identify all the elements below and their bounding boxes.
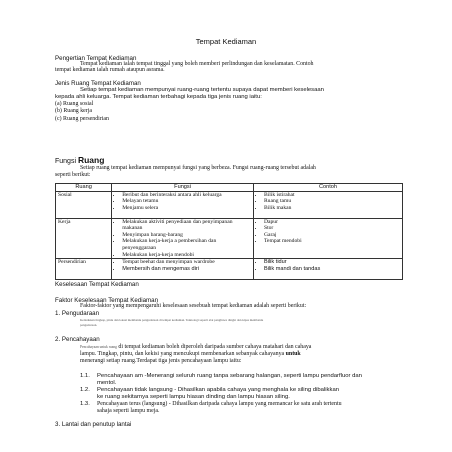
sub-1-2-cont: ke ruang sekitarnya seperti lampu hiasan dinding dan lampu hiasan siling. <box>97 394 290 400</box>
item-pencahayaan: 2. Pencahayaan <box>55 336 100 343</box>
list-item: • Melakukan kerja-kerja a pembersihan dan penyenggaraan <box>122 238 251 251</box>
jenis-item-c: (c) Ruang persendirian <box>55 116 109 122</box>
pencahayaan-line-1 <box>80 344 311 351</box>
pengertian-line-2: tempat kediaman ialah rumah ataupun asrama. <box>55 67 165 73</box>
sub-1-1-text: Pencahayaan am -Menerangi seluruh ruang tanpa sebarang halangan, seperti lampu pendarfluor dan <box>97 373 362 379</box>
list-item: • Bilik istirahat <box>264 192 400 199</box>
list-item: • Menyimpan barang-barang <box>122 232 251 239</box>
list-item: • Beribut dan berinteraksi antara ahli keluarga <box>122 192 251 199</box>
sub-1-3-num: 1.3. <box>80 401 90 407</box>
contoh-cell <box>253 218 402 259</box>
heading-ruang-part: Ruang <box>77 155 105 165</box>
row-name: Persendirian <box>56 259 112 280</box>
contoh-cell <box>253 191 402 218</box>
jenis-line-2: kepada ahli keluarga. Tempat kediaman terbahagi kepada tiga jenis ruang iaitu: <box>55 94 262 100</box>
heading-jenis-ruang: Jenis Ruang Tempat Kediaman <box>55 80 141 87</box>
pencahayaan-line-2-text: lampu. Tingkap, pintu, dan kekisi yang mencukupi membenarkan sebanyak cahayanya <box>80 351 286 357</box>
sub-1-2-num: 1.2. <box>80 387 90 393</box>
list-item: • Bilik tidur <box>264 259 400 266</box>
header-contoh: Contoh <box>253 184 402 192</box>
sub-1-3-text: Pencahayaan terus (langsung) - Dihasilkan daripada cahaya lampu yang memancar ke satu arah tertentu <box>97 401 342 407</box>
table-row <box>56 218 403 259</box>
pencahayaan-small-lead: Pencahayaan untuk ruang <box>80 345 117 349</box>
jenis-item-a: (a) Ruang sosial <box>55 101 94 107</box>
fungsi-line-2: seperti berikut: <box>55 172 91 178</box>
pencahayaan-untuk: untuk <box>285 351 301 357</box>
list-item: • Tempat mendobi <box>264 238 400 245</box>
table-row <box>56 191 403 218</box>
pencahayaan-line-2 <box>80 351 301 358</box>
page-title: Tempat Kediaman <box>195 37 257 46</box>
list-item: • Melakukan kerja-kerja mendobi <box>122 252 251 259</box>
row-name: Sosial <box>56 191 112 218</box>
sub-1-2-text: Pencahayaan tidak langsung - Dihasilkan apabila cahaya yang menghala ke siling dibalikkan <box>97 387 340 393</box>
list-item: • Garaj <box>264 232 400 239</box>
sub-1-1-cont: mentol. <box>97 380 117 386</box>
fungsi-line-1: Setiap ruang tempat kediaman mempunyai fungsi yang berbeza. Fungsi ruang-ruang tersebut adalah <box>80 165 316 171</box>
fungsi-cell <box>112 259 254 280</box>
faktor-line-1: Faktor-faktor yang mempengaruhi keselesaan sesebuah tempat kediaman adalah seperti berikut: <box>80 303 307 309</box>
header-fungsi: Fungsi <box>112 184 254 192</box>
ruang-table <box>55 183 403 280</box>
heading-fungsi-part: Fungsi <box>55 158 78 165</box>
pencahayaan-line-3: menerangi setiap ruang.Terdapat tiga jenis pencahayaan lampu iaitu: <box>80 358 242 364</box>
jenis-line-1: Setiap tempat kediaman mempunyai ruang-ruang tertentu supaya dapat memberi keselesaan <box>80 87 324 93</box>
list-item: • Membersih dan mengemas diri <box>122 266 251 273</box>
contoh-cell <box>253 259 402 280</box>
pengudaraan-small-2: pengudaraan. <box>80 323 98 327</box>
list-item: • Menjamu selera <box>122 205 251 212</box>
fungsi-cell <box>112 218 254 259</box>
item-lantai: 3. Lantai dan penutup lantai <box>55 421 132 428</box>
list-item: • Tempat beehat dan menyimpan wardrobe <box>122 259 251 266</box>
fungsi-cell <box>112 191 254 218</box>
sub-1-3-cont: sahaja seperti lampu meja. <box>97 408 160 414</box>
sub-1-1-num: 1.1. <box>80 373 90 379</box>
list-item: • Melakukan aktiviti penyediaan dan penyimpanan makanan <box>122 219 251 232</box>
heading-pengertian: Pengertian Tempat Kediaman <box>55 55 137 62</box>
heading-fungsi-ruang <box>55 155 104 165</box>
header-ruang: Ruang <box>56 184 112 192</box>
heading-keselesaan: Keselesaan Tempat Kediaman <box>55 281 139 288</box>
list-item: • Melayan tetamu <box>122 198 251 205</box>
table-header-row <box>56 184 403 192</box>
heading-faktor: Faktor Keselesaan Tempat Kediaman <box>55 297 159 304</box>
list-item: • Stor <box>264 225 400 232</box>
list-item: • Ruang tamu <box>264 198 400 205</box>
list-item: • Bilik mandi dan tandas <box>264 266 400 273</box>
table-row <box>56 259 403 280</box>
pengertian-line-1: Tempat kediaman ialah tempat tinggal yang boleh memberi perlindungan dan keselamatan. Contoh <box>80 61 314 67</box>
list-item: • Dapur <box>264 219 400 226</box>
pencahayaan-line-1-text: di tempat kediaman boleh diperoleh daripada sumber cahaya matahari dan cahaya <box>116 344 312 350</box>
row-name: Kerja <box>56 218 112 259</box>
list-item: • Bilik makan <box>264 205 400 212</box>
jenis-item-b: (b) Ruang kerja <box>55 108 92 114</box>
pengudaraan-small-1: Kedudukan tingkap, pintu dan lokasi membantu pengudaraan di tempat kediaman. Teknologi seperti alat penghawa dingin dan kipas membantu <box>80 318 264 322</box>
item-pengudaraan: 1. Pengudaraan <box>55 310 100 317</box>
